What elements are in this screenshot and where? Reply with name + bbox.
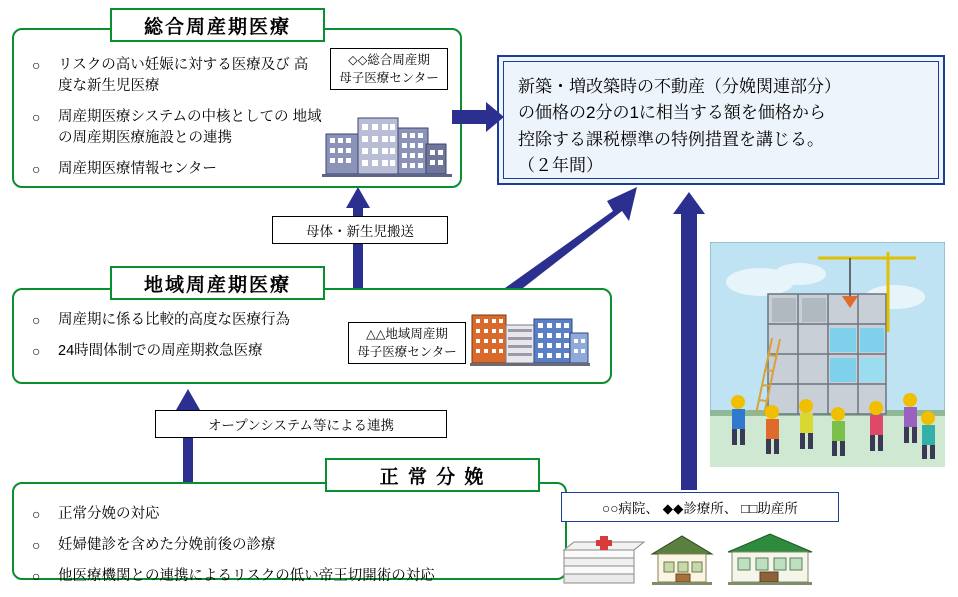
- result-box: [497, 55, 945, 185]
- bottom-section-title: 正 常 分 娩: [379, 466, 486, 488]
- middle-section-title: 地域周産期医療: [143, 274, 291, 296]
- list-item: [32, 107, 322, 149]
- top-section-title-tab: [110, 8, 325, 42]
- top-center-label-line2: 母子医療センター: [339, 71, 439, 85]
- list-item: [32, 566, 552, 587]
- hospital-illustration-top: [322, 100, 452, 178]
- facilities-label-box: [561, 492, 839, 522]
- bottom-section-bullets: [32, 504, 552, 597]
- result-box-text: [503, 61, 939, 179]
- arrow-middle-to-result: [505, 185, 640, 295]
- middle-center-facility-label: [348, 322, 466, 364]
- transfer-label-box: [272, 216, 448, 244]
- bottom-bullet-0: 正常分娩の対応: [58, 506, 160, 522]
- list-item: [32, 504, 552, 525]
- construction-illustration: [710, 242, 945, 467]
- top-center-label-line1: ◇◇総合周産期: [348, 52, 430, 67]
- top-section-title: 総合周産期医療: [143, 16, 291, 38]
- top-bullet-0: リスクの高い妊娠に対する医療及び 高度な新生児医療: [58, 57, 309, 95]
- bottom-section-title-tab: [325, 458, 540, 492]
- middle-bullet-0: 周産期に係る比較的高度な医療行為: [58, 312, 290, 328]
- middle-bullet-1: 24時間体制での周産期救急医療: [58, 343, 263, 360]
- middle-section-title-tab: [110, 266, 325, 300]
- list-item: [32, 159, 322, 180]
- open-system-label-box: [155, 410, 447, 438]
- result-line-3: 控除する課税標準の特例措置を講じる。: [518, 129, 824, 149]
- top-section-bullets: [32, 55, 322, 190]
- arrow-bottom-to-middle: [175, 388, 201, 496]
- top-bullet-2: 周産期医療情報センター: [58, 161, 217, 178]
- arrow-bottom-to-result: [672, 190, 706, 490]
- arrow-top-to-result: [452, 100, 506, 134]
- middle-section-bullets: [32, 310, 342, 372]
- list-item: [32, 535, 552, 556]
- list-item: [32, 341, 342, 362]
- bottom-bullet-2: 他医療機関との連携によるリスクの低い帝王切開術の対応: [58, 568, 435, 585]
- facilities-label: ○○病院、 ◆◆診療所、 □□助産所: [602, 501, 798, 516]
- open-system-label: オープンシステム等による連携: [207, 418, 395, 433]
- middle-center-label-line1: △△地域周産期: [366, 326, 448, 341]
- list-item: [32, 310, 342, 331]
- top-bullet-1: 周産期医療システムの中核としての 地域の周産期医療施設との連携: [58, 109, 322, 147]
- result-line-1: 新築・増改築時の不動産（分娩関連部分）: [518, 77, 841, 96]
- hospital-illustration-middle: [470, 305, 590, 367]
- list-item: [32, 55, 322, 97]
- result-line-4: （２年間）: [518, 156, 603, 176]
- bottom-bullet-1: 妊婦健診を含めた分娩前後の診療: [58, 537, 276, 554]
- middle-center-label-line2: 母子医療センター: [357, 345, 457, 359]
- clinic-illustrations: [560, 528, 830, 586]
- transfer-label: 母体・新生児搬送: [306, 224, 414, 239]
- top-center-facility-label: [330, 48, 448, 90]
- result-line-2: の価格の2分の1に相当する額を価格から: [518, 103, 826, 123]
